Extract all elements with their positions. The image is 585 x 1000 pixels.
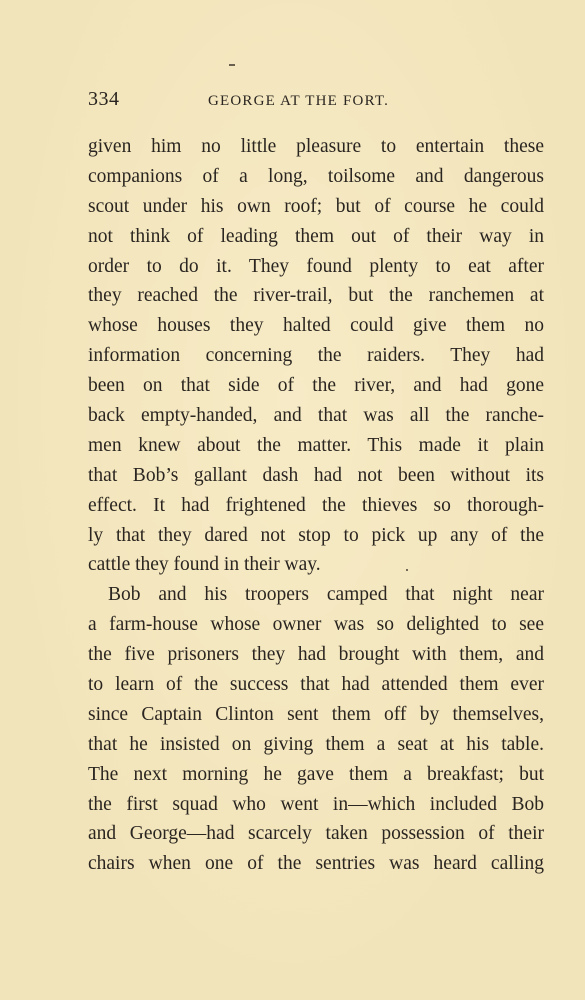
text-line: back empty-handed, and that was all the ranche- [88,405,544,427]
text-line: that he insisted on giving them a seat at his table. [88,733,544,755]
text-line: effect. It had frightened the thieves so thorough- [88,494,544,516]
text-line: the five prisoners they had brought with them, and [88,644,544,666]
text-line: Bob and his troopers camped that night near [108,584,544,606]
page-number: 334 [88,88,120,110]
text-line: given him no little pleasure to entertain these [88,136,544,157]
print-speck [229,64,235,66]
text-line: order to do it. They found plenty to eat after [88,255,544,277]
page-header [88,88,544,118]
running-title: GEORGE AT THE FORT. [208,93,390,109]
text-line: chairs when one of the sentries was heard calling [88,853,544,875]
text-line: the first squad who went in—which included Bob [88,793,544,815]
text-line: they reached the river-trail, but the ranchemen at [88,285,544,307]
paragraph [88,132,544,580]
text-line: The next morning he gave them a breakfast; but [88,763,544,785]
text-line: a farm-house whose owner was so delighted to see [88,614,544,636]
text-line: that Bob’s gallant dash had not been without its [88,464,544,486]
print-dot [406,569,408,571]
body-text [88,132,544,879]
text-line: information concerning the raiders. They had [88,345,544,367]
text-line: not think of leading them out of their way in [88,225,544,247]
text-line: to learn of the success that had attended them ever [88,674,544,696]
text-line: since Captain Clinton sent them off by themselves, [88,703,544,725]
text-line: men knew about the matter. This made it plain [88,434,544,456]
text-line: scout under his own roof; but of course he could [88,195,544,217]
text-line: been on that side of the river, and had gone [88,375,544,397]
text-line: companions of a long, toilsome and dangerous [88,165,544,187]
paragraph [88,580,544,879]
text-line: ly that they dared not stop to pick up any of the [88,524,544,546]
text-line: whose houses they halted could give them no [88,315,544,337]
text-line: cattle they found in their way. [88,554,321,576]
text-line: and George—had scarcely taken possession of their [88,823,544,845]
